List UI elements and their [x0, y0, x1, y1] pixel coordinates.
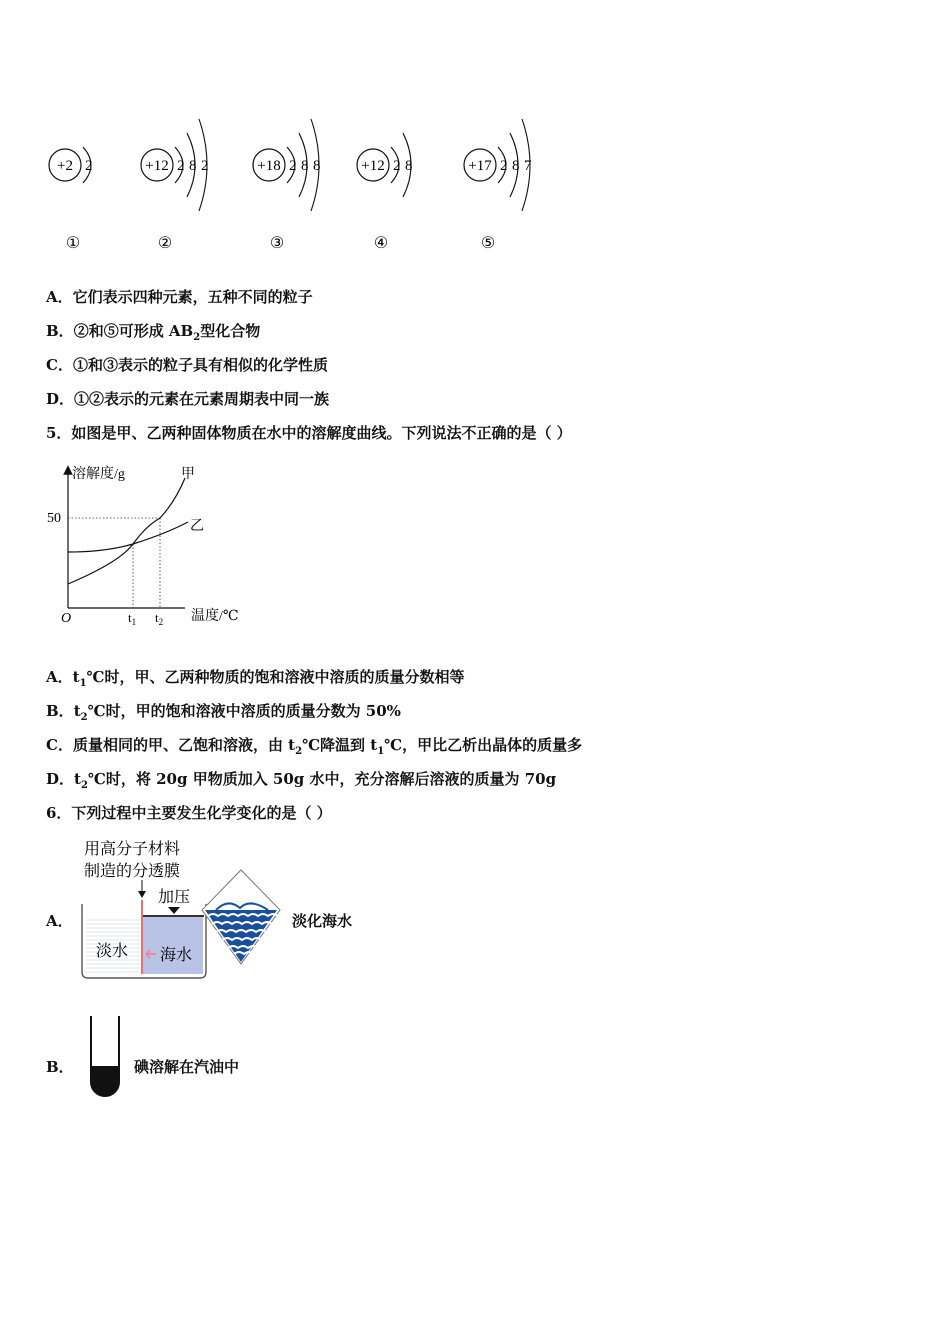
membrane-label-line2: 制造的分透膜 [84, 863, 181, 880]
electron-count: 8 [301, 158, 309, 174]
atom-diagram-1 [49, 147, 93, 252]
atom-label: ① [65, 235, 81, 252]
desalination-figure [76, 836, 296, 982]
atom-diagram-5 [464, 119, 532, 252]
membrane-pointer-head [138, 891, 146, 898]
q6-option-b-letter: B． [46, 1058, 74, 1076]
q4-option-c: C．①和③表示的粒子具有相似的化学性质 [46, 356, 328, 374]
q6-option-b-caption: 碘溶解在汽油中 [134, 1058, 240, 1076]
fresh-water-label: 淡水 [96, 943, 129, 960]
test-tube-figure [86, 1012, 126, 1102]
electron-count: 2 [500, 158, 508, 174]
atom-diagram-2 [141, 119, 209, 252]
q5-option-d: D．$t_2℃$时，将 20g 甲物质加入 50g 水中，充分溶解后溶液的质量为 70g [46, 770, 557, 791]
electron-count: 7 [524, 158, 532, 174]
atom-diagram-3 [253, 119, 321, 252]
y-axis-label: 溶解度/g [72, 467, 125, 482]
q6-stem: 6．下列过程中主要发生化学变化的是（ ） [46, 804, 332, 822]
atom-structure-diagrams [40, 100, 580, 260]
test-tube-liquid [91, 1066, 119, 1096]
nucleus-charge: +12 [145, 158, 169, 174]
electron-count: 2 [177, 158, 185, 174]
q5-stem: 5．如图是甲、乙两种固体物质在水中的溶解度曲线。下列说法不正确的是（ ） [46, 424, 572, 442]
electron-count: 2 [201, 158, 209, 174]
q5-option-c: C．质量相同的甲、乙饱和溶液，由 $t_2℃$降温到 $t_1℃$，甲比乙析出晶体的质量多 [46, 736, 583, 757]
atom-label: ② [157, 235, 173, 252]
q6-option-a-caption: 淡化海水 [292, 912, 353, 930]
sea-diamond-water [205, 910, 277, 962]
x-tick-t1: $t_1$ [128, 610, 137, 627]
nucleus-charge: +12 [361, 158, 385, 174]
nucleus-charge: +17 [468, 158, 492, 174]
electron-count: 8 [405, 158, 413, 174]
atom-label: ③ [269, 235, 285, 252]
y-tick-50: 50 [47, 511, 61, 526]
series-label-yi: 乙 [190, 519, 204, 534]
electron-count: 8 [313, 158, 321, 174]
q6-option-a-letter: A． [46, 912, 73, 930]
electron-count: 2 [85, 158, 93, 174]
atom-label: ④ [373, 235, 389, 252]
electron-count: 8 [189, 158, 197, 174]
pressure-arrow [168, 907, 180, 914]
electron-count: 2 [289, 158, 297, 174]
curve-yi [68, 522, 188, 552]
electron-count: 2 [393, 158, 401, 174]
q4-option-d: D．①②表示的元素在元素周期表中同一族 [46, 390, 330, 408]
solubility-chart [40, 460, 270, 630]
x-axis-label: 温度/℃ [191, 609, 239, 624]
q5-option-a: A．$t_1℃$时，甲、乙两种物质的饱和溶液中溶质的质量分数相等 [46, 668, 465, 689]
x-tick-t2: $t_2$ [155, 610, 164, 627]
sea-water-area [143, 916, 203, 974]
atom-diagram-4 [357, 133, 413, 252]
q4-option-a: A．它们表示四种元素，五种不同的粒子 [46, 288, 313, 306]
nucleus-charge: +18 [257, 158, 281, 174]
series-label-jia: 甲 [181, 467, 195, 482]
electron-count: 8 [512, 158, 520, 174]
sea-water-label: 海水 [160, 947, 193, 964]
q5-option-b: B．$t_2℃$时，甲的饱和溶液中溶质的质量分数为 50% [46, 702, 401, 723]
nucleus-charge: +2 [57, 158, 73, 174]
pressure-label: 加压 [158, 889, 191, 906]
origin-label: O [61, 611, 72, 626]
q4-option-b: B．②和⑤可形成 $AB_2$型化合物 [46, 322, 261, 343]
membrane-label-line1: 用高分子材料 [84, 841, 181, 858]
atom-label: ⑤ [480, 235, 496, 252]
